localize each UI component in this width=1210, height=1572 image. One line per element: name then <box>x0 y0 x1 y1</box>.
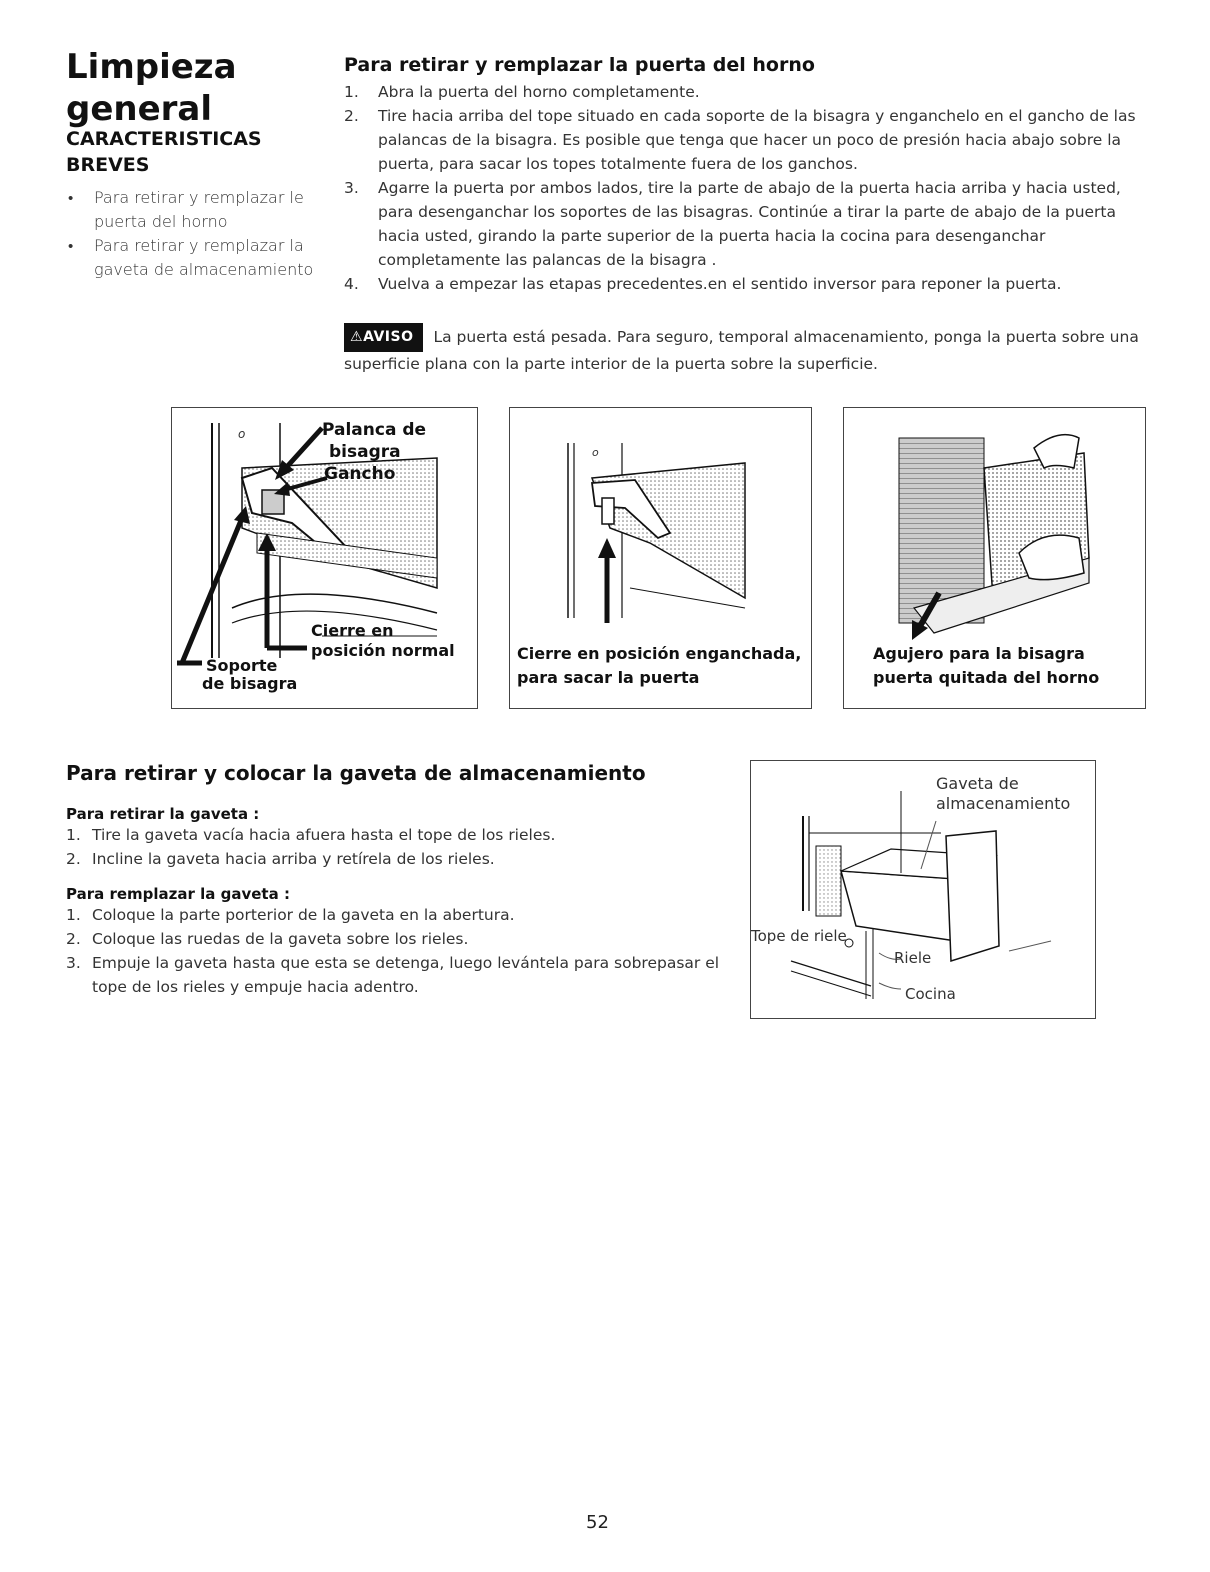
page-number: 52 <box>586 1512 609 1533</box>
replace-step <box>66 903 726 927</box>
figure-hinge-normal <box>171 407 478 709</box>
door-step <box>344 80 1154 104</box>
figure-storage-drawer <box>750 760 1096 1019</box>
warning-badge <box>344 323 423 352</box>
step-number: 1. <box>344 83 359 101</box>
sidebar-subtitle-line1: CARACTERISTICAS <box>66 128 262 150</box>
door-steps <box>344 80 1154 296</box>
warning-note <box>344 323 1144 377</box>
door-section-title: Para retirar y remplazar la puerta del horno <box>344 54 815 76</box>
warning-text: La puerta está pesada. Para seguro, temporal almacenamiento, ponga la puerta sobre una superficie plana con la parte interior de la puerta sobre la superficie. <box>344 328 1139 373</box>
step-text: Vuelva a empezar las etapas precedentes.en el sentido inversor para reponer la puerta. <box>378 275 1062 293</box>
step-number: 1. <box>66 906 81 924</box>
label-riele: Riele <box>894 949 932 967</box>
figure3-caption-line2: puerta quitada del horno <box>873 668 1100 687</box>
label-soporte: Soporte <box>206 656 278 675</box>
figure2-caption-line1: Cierre en posición enganchada, <box>517 644 802 663</box>
step-number: 2. <box>344 107 359 125</box>
sidebar-title-line1: Limpieza <box>66 47 237 87</box>
sidebar-title-line2: general <box>66 89 213 129</box>
figure3-caption-line1: Agujero para la bisagra <box>873 644 1085 663</box>
replace-step <box>66 951 726 999</box>
label-gancho: Gancho <box>324 464 396 484</box>
drawer-section-title: Para retirar y colocar la gaveta de almacenamiento <box>66 761 646 785</box>
figure-door-removed <box>843 407 1146 709</box>
step-text: Incline la gaveta hacia arriba y retírela de los rieles. <box>92 850 495 868</box>
svg-text:o: o <box>592 446 599 459</box>
door-step <box>344 272 1154 296</box>
figure-hinge-engaged <box>509 407 812 709</box>
replace-step <box>66 927 726 951</box>
label-bisagra: bisagra <box>329 442 401 462</box>
door-section <box>344 54 1154 296</box>
label-palanca: Palanca de <box>322 420 427 440</box>
sidebar-list <box>66 186 328 282</box>
label-cocina: Cocina <box>905 985 956 1003</box>
step-number: 3. <box>66 954 81 972</box>
step-number: 2. <box>66 930 81 948</box>
step-text: Abra la puerta del horno completamente. <box>378 83 700 101</box>
label-cierre-en: Cierre en <box>311 621 394 640</box>
label-de-bisagra: de bisagra <box>202 674 298 693</box>
warning-triangle-icon: ⚠ <box>350 329 364 345</box>
sidebar-item-drawer: • Para retirar y remplazar la gaveta de almacenamiento <box>66 234 328 282</box>
step-text: Empuje la gaveta hasta que esta se detenga, luego levántela para sobrepasar el tope de los rieles y empuje hacia adentro. <box>92 954 720 996</box>
sidebar-item-door: • Para retirar y remplazar le puerta del horno <box>66 186 328 234</box>
sidebar-subtitle <box>66 126 316 178</box>
step-number: 3. <box>344 179 359 197</box>
replace-drawer-steps <box>66 903 726 999</box>
door-step <box>344 176 1154 272</box>
remove-drawer-steps <box>66 823 726 871</box>
label-tope-de-riele: Tope de riele <box>751 927 847 945</box>
step-text: Tire hacia arriba del tope situado en cada soporte de la bisagra y enganchelo en el gancho de las palancas de la bisagra. Es posible que tenga que hacer un poco de presión hacia abajo sobre la puerta, para sacar los topes totalmente fuera de los ganchos. <box>378 107 1136 173</box>
step-text: Tire la gaveta vacía hacia afuera hasta el tope de los rieles. <box>92 826 556 844</box>
replace-drawer-heading: Para remplazar la gaveta : <box>66 885 290 903</box>
remove-step <box>66 823 726 847</box>
label-gaveta: Gaveta de <box>936 774 1019 793</box>
remove-step <box>66 847 726 871</box>
sidebar-title <box>66 46 316 130</box>
step-number: 2. <box>66 850 81 868</box>
label-almacenamiento: almacenamiento <box>936 794 1071 813</box>
step-text: Coloque las ruedas de la gaveta sobre los rieles. <box>92 930 469 948</box>
step-text: Coloque la parte porterior de la gaveta en la abertura. <box>92 906 515 924</box>
step-text: Agarre la puerta por ambos lados, tire la parte de abajo de la puerta hacia arriba y hacia usted, para desenganchar los soportes de las bisagras. Continúe a tirar la parte de abajo de la puerta hacia usted, girando la parte superior de la puerta hacia la cocina para desenganchar completamente las palancas de la bisagra . <box>378 179 1121 269</box>
sidebar-subtitle-line2: BREVES <box>66 154 150 176</box>
figure2-caption-line2: para sacar la puerta <box>517 668 700 687</box>
label-posicion-normal: posición normal <box>311 641 455 660</box>
remove-drawer-heading: Para retirar la gaveta : <box>66 805 260 823</box>
step-number: 4. <box>344 275 359 293</box>
svg-text:o: o <box>238 427 246 441</box>
step-number: 1. <box>66 826 81 844</box>
drawer-section <box>66 761 726 999</box>
warning-badge-label: AVISO <box>363 329 414 345</box>
door-step <box>344 104 1154 176</box>
